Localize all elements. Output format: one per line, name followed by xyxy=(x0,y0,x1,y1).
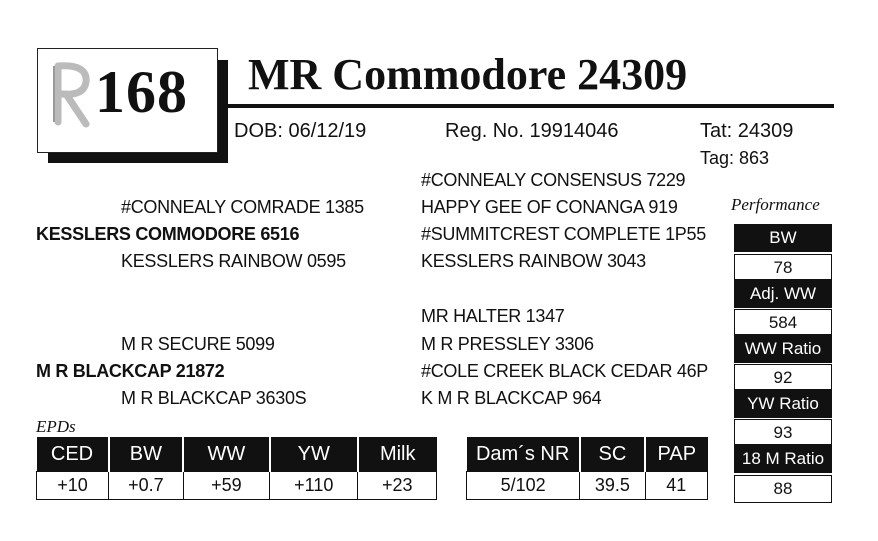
tattoo-text: Tat: 24309 xyxy=(700,120,794,142)
registration-number: Reg. No. 19914046 xyxy=(445,120,619,142)
epd-header-ced: CED xyxy=(37,437,109,472)
epd-value-ww: +59 xyxy=(183,472,269,500)
pedigree-sire-dam-sire: #SUMMITCREST COMPLETE 1P55 xyxy=(421,224,706,244)
epd-value-bw: +0.7 xyxy=(109,472,184,500)
performance-yw-ratio-label: YW Ratio xyxy=(734,390,832,418)
title-divider xyxy=(219,104,834,108)
tag-text: Tag: 863 xyxy=(700,148,770,168)
performance-adj-ww-value: 584 xyxy=(734,309,832,335)
dam-stats-value-nr: 5/102 xyxy=(467,472,580,500)
epd-value-row xyxy=(37,472,437,500)
pedigree-dam-sire-dam: M R PRESSLEY 3306 xyxy=(421,334,594,354)
dam-stats-value-pap: 41 xyxy=(645,472,707,500)
pedigree-dam: M R BLACKCAP 21872 xyxy=(36,361,225,381)
animal-name-title: MR Commodore 24309 xyxy=(248,50,688,99)
pedigree-sire-grand-sire: #CONNEALY CONSENSUS 7229 xyxy=(421,170,686,190)
performance-bw-label: BW xyxy=(734,224,832,252)
pedigree-dam-dam-dam: K M R BLACKCAP 964 xyxy=(421,388,602,408)
ranch-logo-icon xyxy=(44,58,96,130)
performance-ww-ratio-label: WW Ratio xyxy=(734,335,832,363)
pedigree-dam-sire-sire: MR HALTER 1347 xyxy=(421,306,565,326)
epd-header-milk: Milk xyxy=(358,437,437,472)
epd-value-milk: +23 xyxy=(358,472,437,500)
epd-header-bw: BW xyxy=(109,437,184,472)
pedigree-dam-sire: M R SECURE 5099 xyxy=(121,334,275,354)
epd-value-yw: +110 xyxy=(270,472,358,500)
performance-18m-ratio-label: 18 M Ratio xyxy=(734,445,832,473)
epd-table xyxy=(36,437,437,500)
lot-number: 168 xyxy=(95,59,188,125)
dam-stats-header-sc: SC xyxy=(580,437,645,472)
epds-label: EPDs xyxy=(36,417,76,436)
performance-yw-ratio-value: 93 xyxy=(734,419,832,445)
dam-stats-header-nr: Dam´s NR xyxy=(467,437,580,472)
pedigree-sire-sire: #CONNEALY COMRADE 1385 xyxy=(121,197,364,217)
dam-stats-header-row xyxy=(467,437,708,472)
pedigree-sire-grand-dam: HAPPY GEE OF CONANGA 919 xyxy=(421,197,678,217)
pedigree-sire: KESSLERS COMMODORE 6516 xyxy=(36,224,300,244)
epd-header-ww: WW xyxy=(183,437,269,472)
pedigree-sire-dam: KESSLERS RAINBOW 0595 xyxy=(121,251,346,271)
epd-header-yw: YW xyxy=(270,437,358,472)
epd-header-row xyxy=(37,437,437,472)
dam-stats-value-sc: 39.5 xyxy=(580,472,645,500)
performance-ww-ratio-value: 92 xyxy=(734,364,832,390)
dob-text: DOB: 06/12/19 xyxy=(234,120,367,142)
dam-stats-header-pap: PAP xyxy=(645,437,707,472)
epd-value-ced: +10 xyxy=(37,472,109,500)
dam-stats-table xyxy=(466,437,708,500)
dam-stats-value-row xyxy=(467,472,708,500)
pedigree-dam-dam: M R BLACKCAP 3630S xyxy=(121,388,307,408)
performance-bw-value: 78 xyxy=(734,254,832,280)
performance-adj-ww-label: Adj. WW xyxy=(734,280,832,308)
performance-label: Performance xyxy=(731,195,820,214)
pedigree-sire-dam-dam: KESSLERS RAINBOW 3043 xyxy=(421,251,646,271)
performance-18m-ratio-value: 88 xyxy=(734,475,832,503)
pedigree-dam-dam-sire: #COLE CREEK BLACK CEDAR 46P xyxy=(421,361,709,381)
